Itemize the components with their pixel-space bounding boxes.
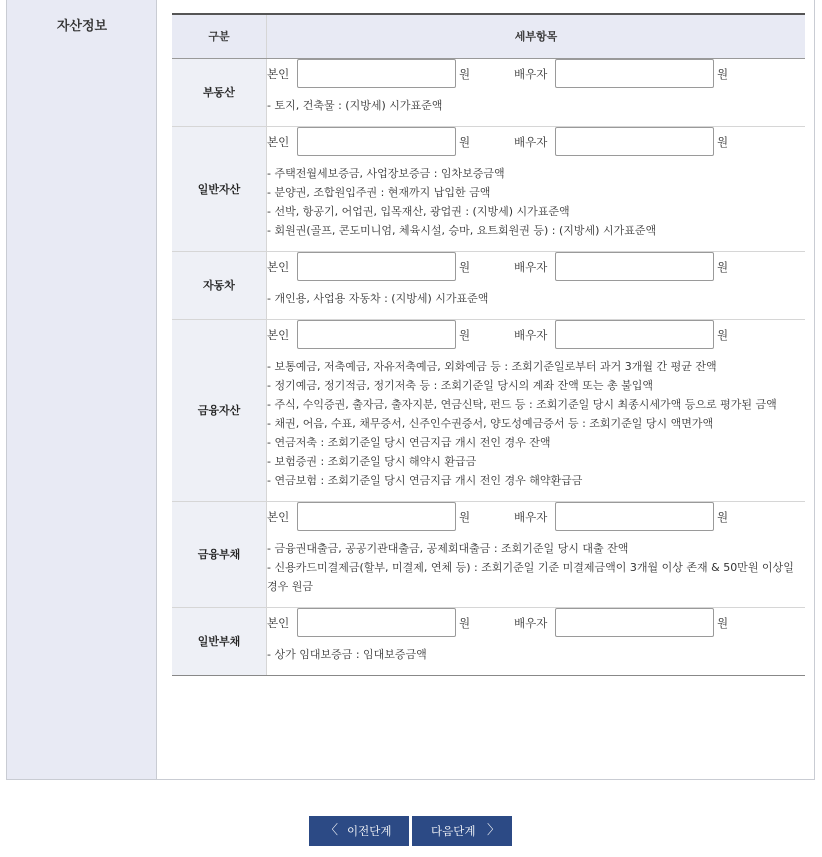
row-category: 부동산 bbox=[172, 58, 267, 126]
note-item: - 보험증권 : 조회기준일 당시 해약시 환급금 bbox=[267, 454, 477, 468]
table-row bbox=[172, 501, 805, 607]
chevron-right-icon: 〉 bbox=[487, 823, 501, 838]
spouse-label: 배우자 bbox=[514, 259, 548, 274]
self-amount-input[interactable] bbox=[297, 502, 456, 531]
table-row bbox=[172, 126, 805, 251]
self-label: 본인 bbox=[267, 509, 290, 524]
prev-step-label: 이전단계 bbox=[347, 824, 392, 838]
table-row bbox=[172, 319, 805, 501]
spouse-amount-input[interactable] bbox=[555, 127, 714, 156]
spouse-unit: 원 bbox=[717, 509, 729, 524]
self-unit: 원 bbox=[459, 509, 471, 524]
spouse-amount-input[interactable] bbox=[555, 320, 714, 349]
self-label: 본인 bbox=[267, 259, 290, 274]
next-step-label: 다음단계 bbox=[431, 824, 476, 838]
self-amount-input[interactable] bbox=[297, 320, 456, 349]
table-row bbox=[172, 58, 805, 126]
self-unit: 원 bbox=[459, 66, 471, 81]
self-label: 본인 bbox=[267, 327, 290, 342]
spouse-label: 배우자 bbox=[514, 66, 548, 81]
note-item: - 분양권, 조합원입주권 : 현재까지 납입한 금액 bbox=[267, 185, 491, 199]
note-item: - 채권, 어음, 수표, 채무증서, 신주인수권증서, 양도성예금증서 등 : 조회기준일 당시 액면가액 bbox=[267, 416, 714, 430]
amount-inputs bbox=[267, 59, 805, 88]
spouse-unit: 원 bbox=[717, 134, 729, 149]
notes-list bbox=[267, 289, 805, 319]
spouse-unit: 원 bbox=[717, 66, 729, 81]
self-label: 본인 bbox=[267, 615, 290, 630]
note-item: - 금융권대출금, 공공기관대출금, 공제회대출금 : 조회기준일 당시 대출 잔액 bbox=[267, 541, 629, 555]
self-amount-input[interactable] bbox=[297, 252, 456, 281]
row-details bbox=[267, 319, 806, 501]
spouse-amount-input[interactable] bbox=[555, 502, 714, 531]
note-item: - 보통예금, 저축예금, 자유저축예금, 외화예금 등 : 조회기준일로부터 과거 3개월 간 평균 잔액 bbox=[267, 359, 717, 373]
header-details: 세부항목 bbox=[267, 14, 806, 58]
spouse-label: 배우자 bbox=[514, 509, 548, 524]
self-amount-input[interactable] bbox=[297, 127, 456, 156]
spouse-amount-input[interactable] bbox=[555, 608, 714, 637]
amount-inputs bbox=[267, 502, 805, 531]
row-category: 일반자산 bbox=[172, 126, 267, 251]
row-details bbox=[267, 501, 806, 607]
next-step-button[interactable] bbox=[412, 816, 512, 846]
table-row bbox=[172, 251, 805, 319]
table-header-row bbox=[172, 14, 805, 58]
note-item: - 토지, 건축물 : (지방세) 시가표준액 bbox=[267, 98, 443, 112]
spouse-unit: 원 bbox=[717, 327, 729, 342]
self-unit: 원 bbox=[459, 327, 471, 342]
row-category: 일반부채 bbox=[172, 607, 267, 675]
note-item: - 연금저축 : 조회기준일 당시 연금지급 개시 전인 경우 잔액 bbox=[267, 435, 551, 449]
note-item: - 주택전월세보증금, 사업장보증금 : 임차보증금액 bbox=[267, 166, 505, 180]
spouse-amount-input[interactable] bbox=[555, 252, 714, 281]
notes-list bbox=[267, 96, 805, 126]
row-details bbox=[267, 126, 806, 251]
row-category: 자동차 bbox=[172, 251, 267, 319]
chevron-left-icon: 〈 bbox=[325, 823, 339, 838]
note-item: - 상가 임대보증금 : 임대보증금액 bbox=[267, 647, 427, 661]
row-details bbox=[267, 58, 806, 126]
row-details bbox=[267, 607, 806, 675]
section-title: 자산정보 bbox=[56, 19, 108, 34]
spouse-unit: 원 bbox=[717, 259, 729, 274]
notes-list bbox=[267, 539, 805, 607]
note-item: - 회원권(골프, 콘도미니엄, 체육시설, 승마, 요트회원권 등) : (지방세) 시가표준액 bbox=[267, 223, 657, 237]
note-item: - 신용카드미결제금(할부, 미결제, 연체 등) : 조회기준일 기준 미결제금액이 3개월 이상 존재 & 50만원 이상일 경우 원금 bbox=[267, 560, 794, 593]
self-amount-input[interactable] bbox=[297, 608, 456, 637]
self-unit: 원 bbox=[459, 134, 471, 149]
self-unit: 원 bbox=[459, 259, 471, 274]
note-item: - 주식, 수익증권, 출자금, 출자지분, 연금신탁, 펀드 등 : 조회기준일 당시 최종시세가액 등으로 평가된 금액 bbox=[267, 397, 777, 411]
self-label: 본인 bbox=[267, 66, 290, 81]
row-category: 금융부채 bbox=[172, 501, 267, 607]
spouse-label: 배우자 bbox=[514, 134, 548, 149]
notes-list bbox=[267, 164, 805, 251]
note-item: - 개인용, 사업용 자동차 : (지방세) 시가표준액 bbox=[267, 291, 489, 305]
asset-table bbox=[172, 13, 805, 676]
amount-inputs bbox=[267, 608, 805, 637]
prev-step-button[interactable] bbox=[309, 816, 409, 846]
note-item: - 정기예금, 정기적금, 정기저축 등 : 조회기준일 당시의 계좌 잔액 또는 총 불입액 bbox=[267, 378, 654, 392]
notes-list bbox=[267, 357, 805, 501]
amount-inputs bbox=[267, 127, 805, 156]
header-category: 구분 bbox=[172, 14, 267, 58]
table-row bbox=[172, 607, 805, 675]
spouse-label: 배우자 bbox=[514, 615, 548, 630]
note-item: - 선박, 항공기, 어업권, 입목재산, 광업권 : (지방세) 시가표준액 bbox=[267, 204, 570, 218]
amount-inputs bbox=[267, 252, 805, 281]
self-unit: 원 bbox=[459, 615, 471, 630]
self-amount-input[interactable] bbox=[297, 59, 456, 88]
spouse-unit: 원 bbox=[717, 615, 729, 630]
row-category: 금융자산 bbox=[172, 319, 267, 501]
notes-list bbox=[267, 645, 805, 675]
row-details bbox=[267, 251, 806, 319]
amount-inputs bbox=[267, 320, 805, 349]
note-item: - 연금보험 : 조회기준일 당시 연금지급 개시 전인 경우 해약환급금 bbox=[267, 473, 583, 487]
self-label: 본인 bbox=[267, 134, 290, 149]
spouse-label: 배우자 bbox=[514, 327, 548, 342]
section-sidebar bbox=[7, 0, 157, 779]
spouse-amount-input[interactable] bbox=[555, 59, 714, 88]
